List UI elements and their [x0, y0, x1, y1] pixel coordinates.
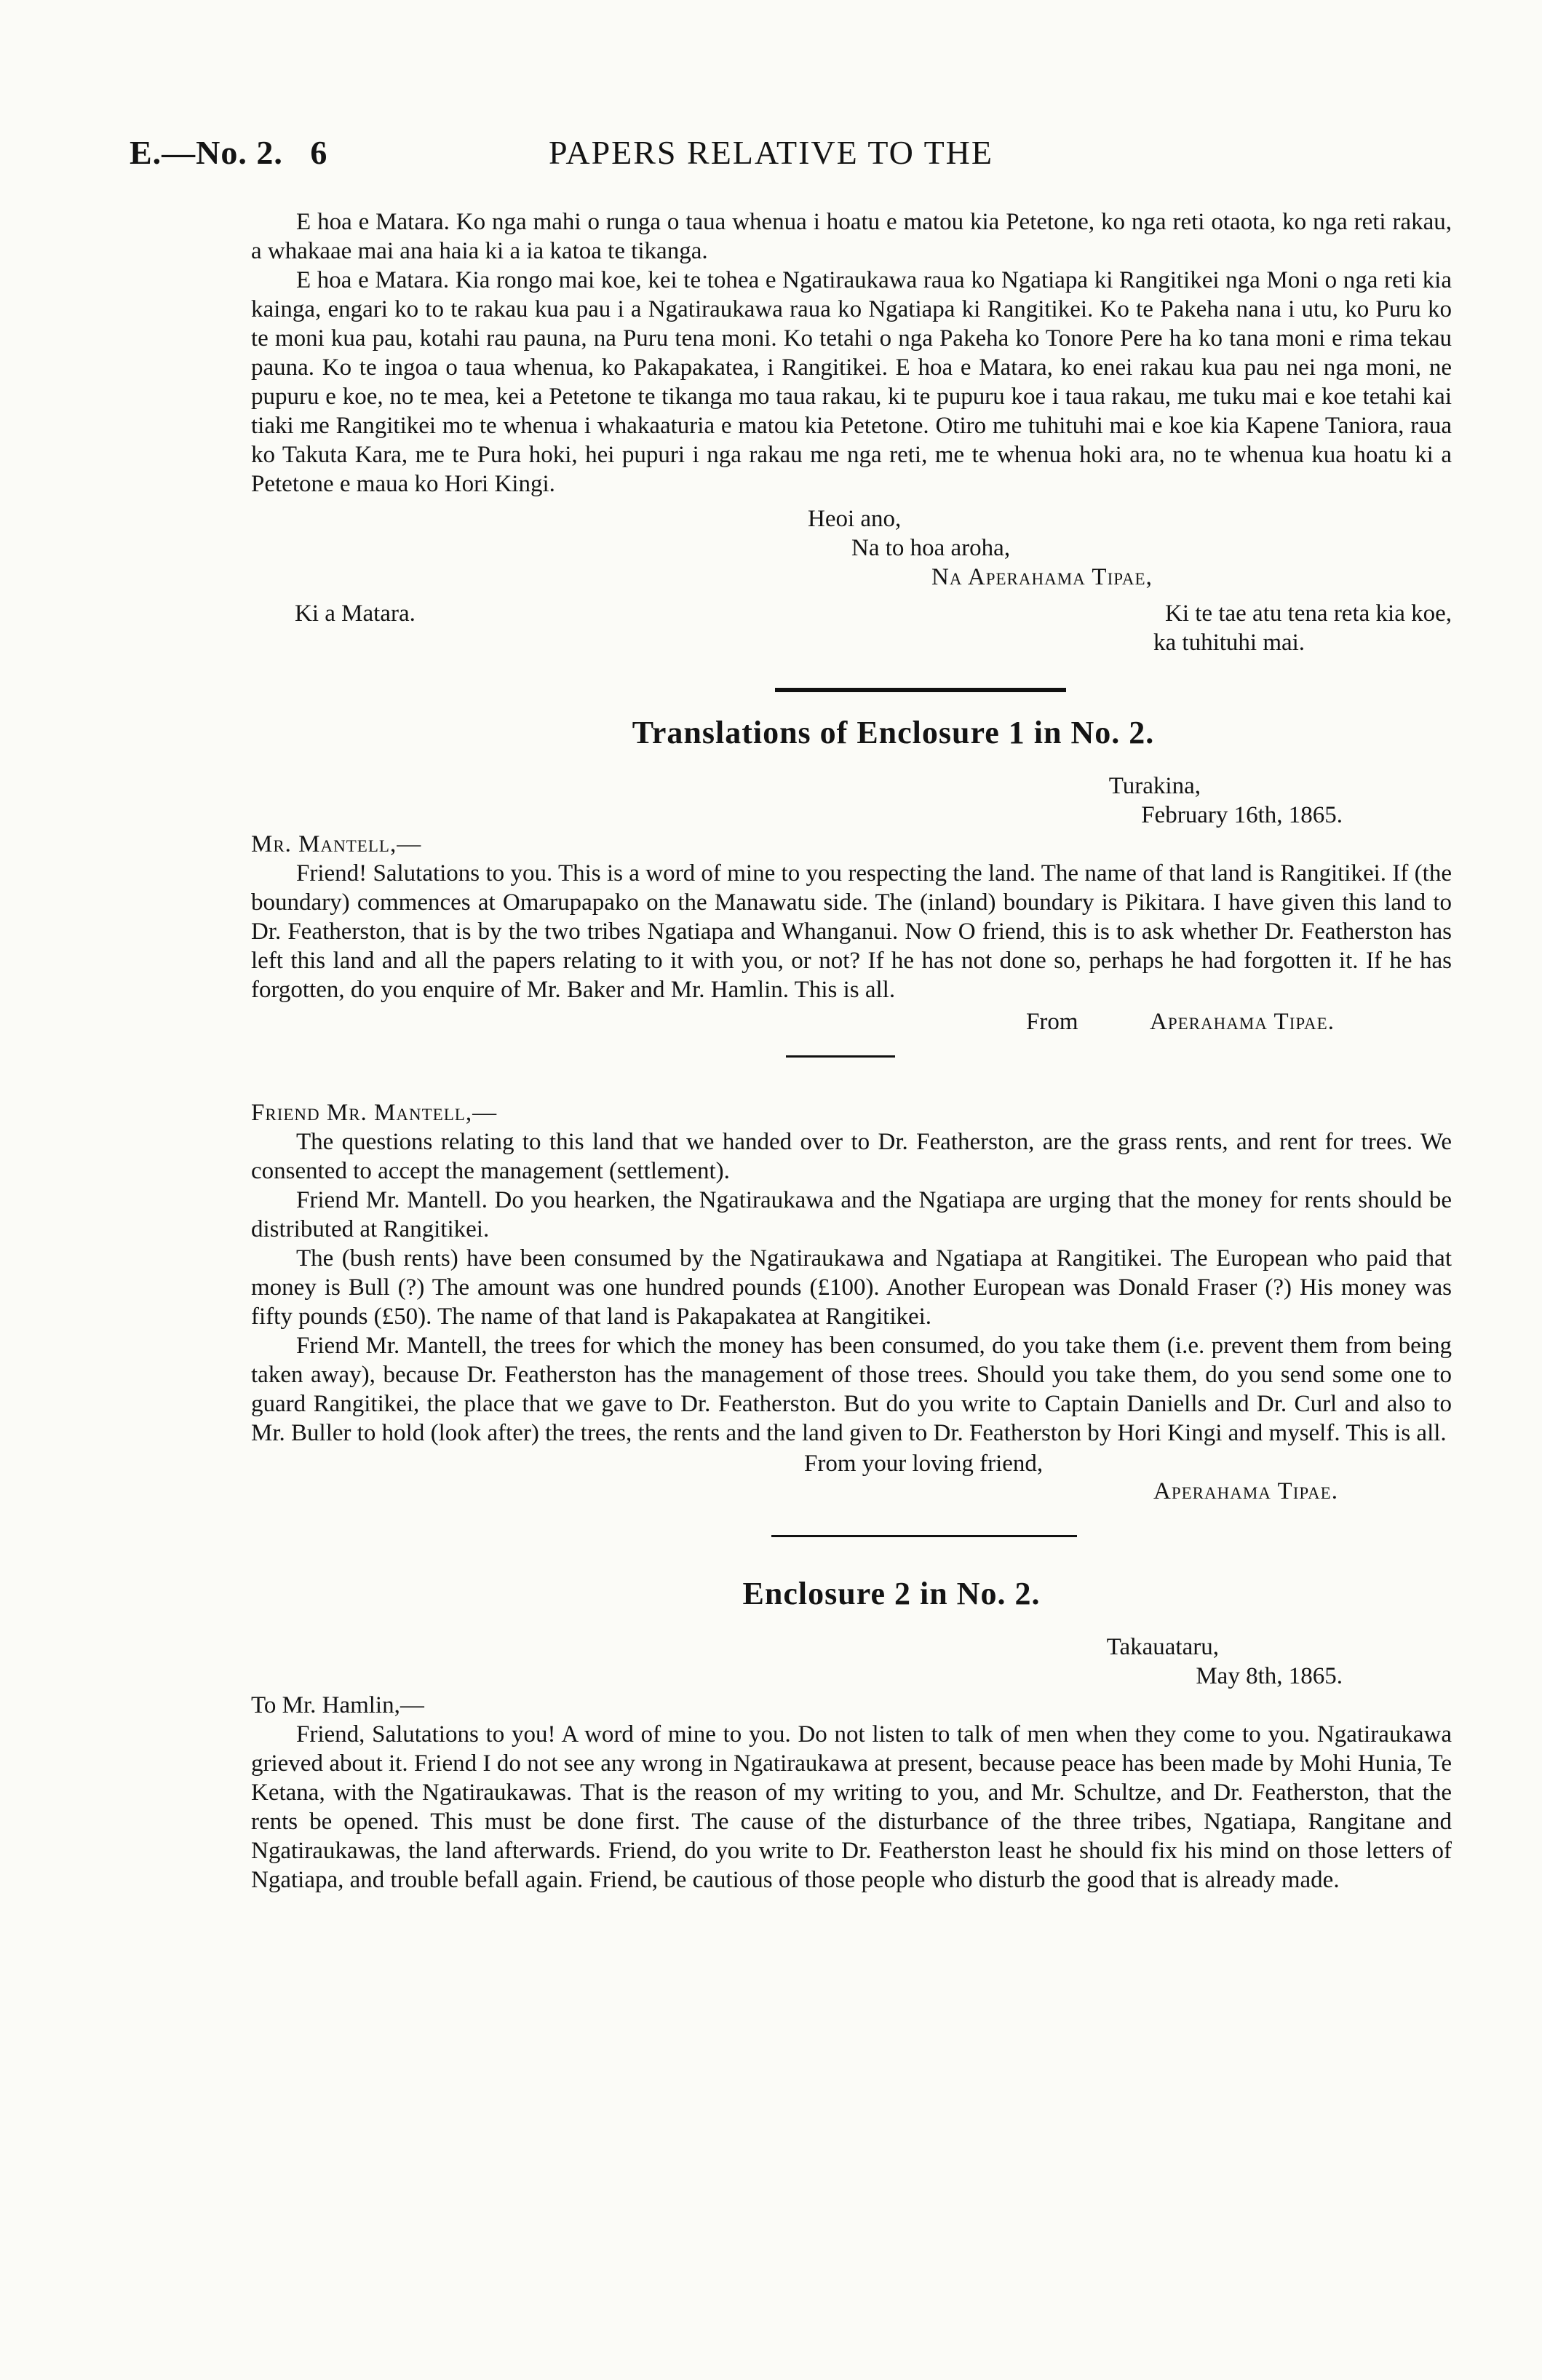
enclosure-1-from: [251, 1004, 1452, 1036]
from-signature: Aperahama Tipae.: [1150, 1009, 1335, 1035]
enclosure-2-paragraph: Friend, Salutations to you! A word of mine to you. Do not listen to talk of men when they come to you. Ngatiraukawa grieved about it. Friend I do not see any wrong in Ngatiraukawa at present, because peace has been made by Mohi Hunia, Te Ketana, with the Ngatiraukawas. That is the reason of my writing to you, and Mr. Schultze, and Dr. Featherston, that the rents be opened. This must be done first. The cause of the disturbance of the three tribes, Ngatiapa, Rangitane and Ngatiraukawas, the land afterwards. Friend, do you write to Dr. Featherston least he should fix his mind on those letters of Ngatiapa, and trouble befall again. Friend, be cautious of those people who disturb the good that is already made.: [251, 1721, 1452, 1893]
letter-2-paragraph-1: The questions relating to this land that we handed over to Dr. Featherston, are the grass rents, and rent for trees. We consented to accept the management (settlement).: [251, 1129, 1452, 1184]
running-title: PAPERS RELATIVE TO THE: [548, 134, 993, 171]
enclosure-1-salutation: Mr. Mantell,—: [251, 831, 422, 857]
maori-signature-block: [251, 499, 1452, 666]
enclosure-1-place: Turakina,: [1108, 773, 1201, 799]
enclosure-1-date: February 16th, 1865.: [1141, 802, 1343, 828]
page-number: 6: [310, 134, 328, 171]
letter-2-paragraph-3: The (bush rents) have been consumed by the Ngatiraukawa and Ngatiapa at Rangitikei. The European who paid that money is Bull (?) The amount was one hundred pounds (£100). Another European was Donald Fraser (?) His money was fifty pounds (£50). The name of that land is Pakapakatea at Rangitikei.: [251, 1245, 1452, 1330]
section-divider-long: [771, 1535, 1077, 1537]
enclosure-1: [251, 714, 1452, 1036]
letter-2-closing: From your loving friend,: [804, 1451, 1044, 1477]
enclosure-2-place: Takauataru,: [1106, 1634, 1219, 1660]
section-divider-short: [786, 1055, 895, 1058]
enclosure-1-title: Translations of Enclosure 1 in No. 2.: [632, 715, 1155, 750]
letter-2-paragraph-4: Friend Mr. Mantell, the trees for which the money has been consumed, do you take them (i.e. prevent them from being taken away), because Dr. Featherston has the management of those trees. Should you take them, do you send some one to guard Rangitikei, the place that we gave to Dr. Featherston. But do you write to Captain Daniells and Dr. Curl and also to Mr. Buller to hold (look after) the trees, the rents and the land given to Dr. Featherston by Hori Kingi and myself. This is all.: [251, 1333, 1452, 1446]
maori-paragraph-1: E hoa e Matara. Ko nga mahi o runga o taua whenua i hoatu e matou kia Petetone, ko nga reti otaota, ko nga reti rakau, a whakaae mai ana haia ki a ia katoa te tikanga.: [251, 209, 1452, 264]
page-header: [0, 133, 1542, 177]
maori-postscript-1: Ki te tae atu tena reta kia koe,: [1165, 600, 1452, 627]
page-content: [251, 207, 1452, 1895]
letter-2-salutation: Friend Mr. Mantell,—: [251, 1100, 498, 1126]
maori-closing-2: Na to hoa aroha,: [851, 535, 1011, 561]
maori-paragraph-2: E hoa e Matara. Kia rongo mai koe, kei te tohea e Ngatiraukawa raua ko Ngatiapa ki Rangitikei nga Moni o nga reti kia kainga, engari ko to te rakau kua pau i a Ngatiraukawa raua ko Ngatiapa ki Rangitikei. Ko te Pakeha nana i utu, ko Puru ko te moni kua pau, kotahi rau pauna, na Puru tena moni. Ko tetahi o nga Pakeha ko Tonore Pere ha ko tana moni e rima tekau pauna. Ko te ingoa o taua whenua, ko Pakapakatea, i Rangitikei. E hoa e Matara, ko enei rakau kua pau nei nga moni, ne pupuru e koe, no te mea, kei a Petetone te tikanga mo taua rakau, ki te pupuru koe i taua rakau, me tuku mai e koe tetahi kai tiaki me Rangitikei mo te whenua i whakaaturia e matou kia Petetone. Otiro me tuhituhi mai e koe kia Kapene Taniora, raua ko Takuta Kara, me te Pura hoki, hei pupuri i nga rakau me nga reti, me te whenua hoki ara, no te whenua kua hoatu ki a Petetone e maua ko Hori Kingi.: [251, 267, 1452, 497]
maori-closing: Heoi ano,: [808, 506, 902, 532]
maori-letter: [251, 207, 1452, 666]
enclosure-2-salutation: To Mr. Hamlin,—: [251, 1692, 424, 1718]
letter-2-paragraph-2: Friend Mr. Mantell. Do you hearken, the Ngatiraukawa and the Ngatiapa are urging that the money for rents should be distributed at Rangitikei.: [251, 1187, 1452, 1242]
enclosure-1-paragraph: Friend! Salutations to you. This is a word of mine to you respecting the land. The name of that land is Rangitikei. If (the boundary) commences at Omarupapako on the Manawatu side. The (inland) boundary is Pikitara. I have given this land to Dr. Featherston, that is by the two tribes Ngatiapa and Whanganui. Now O friend, this is to ask whether Dr. Featherston has left this land and all the papers relating to it with you, or not? If he has not done so, perhaps he had forgotten it. If he has forgotten, do you enquire of Mr. Baker and Mr. Hamlin. This is all.: [251, 860, 1452, 1003]
letter-2-signature: Aperahama Tipae.: [1153, 1478, 1338, 1504]
letter-2-signature-block: [251, 1448, 1452, 1506]
section-divider-thick: [775, 688, 1066, 692]
from-label: From: [1026, 1009, 1078, 1035]
maori-signature: Na Aperahama Tipae,: [931, 564, 1153, 590]
maori-addressee: Ki a Matara.: [295, 600, 416, 627]
document-reference: E.—No. 2. 6: [130, 134, 328, 171]
enclosure-2-date: May 8th, 1865.: [1196, 1663, 1343, 1689]
letter-friend-mantell: [251, 1098, 1452, 1506]
enclosure-2-title: Enclosure 2 in No. 2.: [742, 1576, 1041, 1611]
enclosure-2: [251, 1575, 1452, 1895]
maori-postscript-2: ka tuhituhi mai.: [1153, 630, 1305, 656]
